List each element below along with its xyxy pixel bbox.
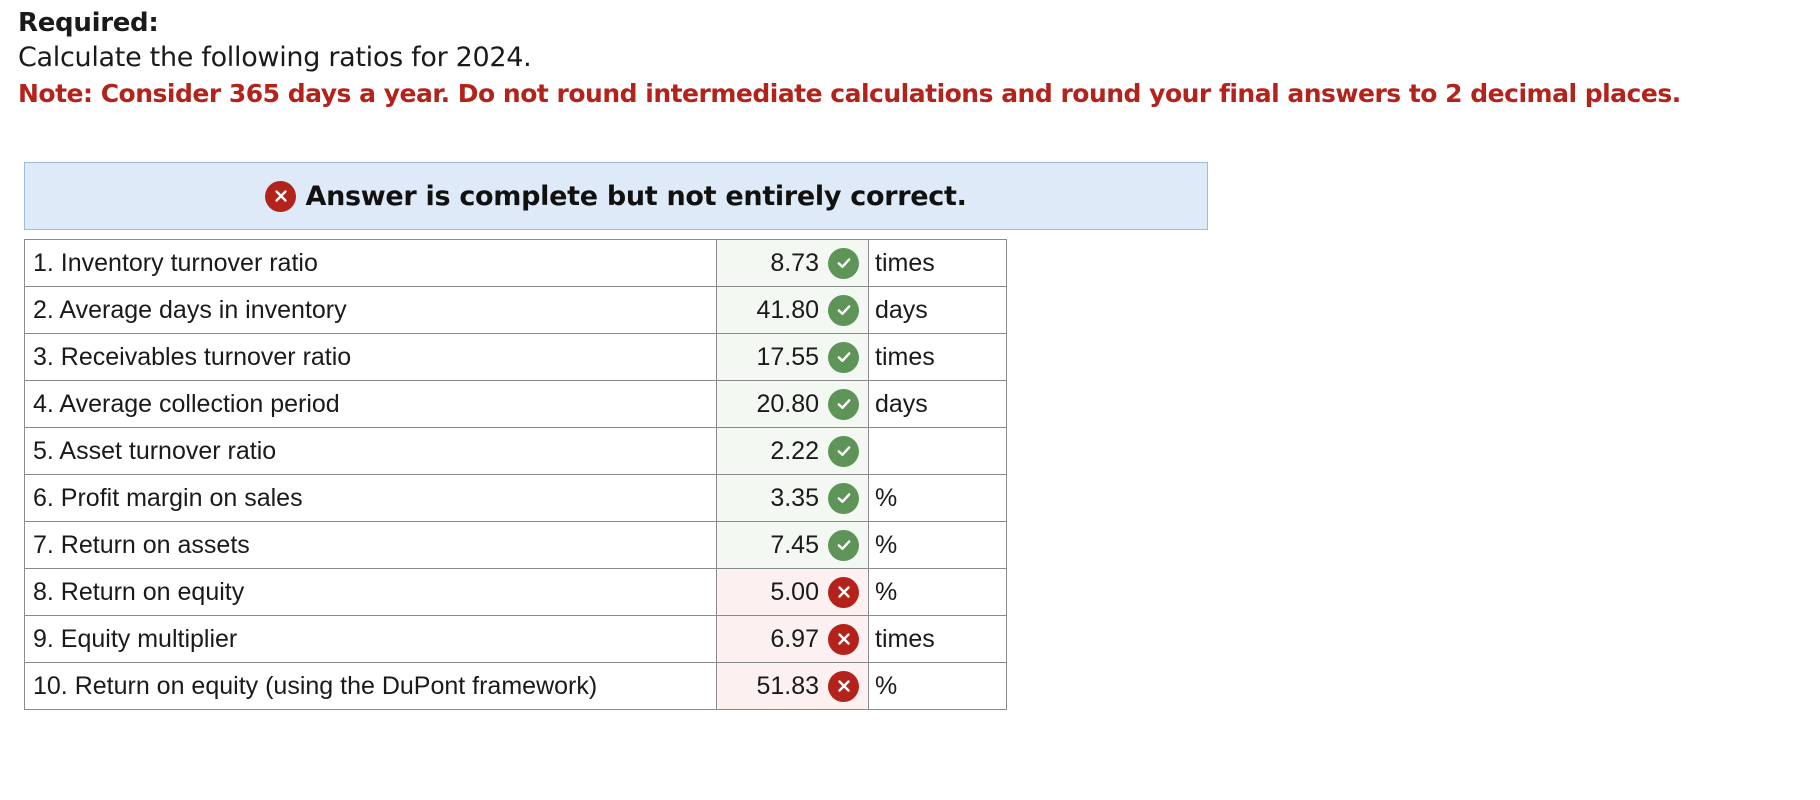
required-heading: Required: [18, 8, 159, 38]
answer-value: 3.35 [770, 483, 819, 512]
x-circle-icon [265, 181, 296, 212]
answer-field[interactable] [717, 522, 869, 569]
answer-value: 20.80 [756, 389, 819, 418]
answer-status-text: Answer is complete but not entirely correct. [305, 180, 967, 212]
unit-label: days [869, 381, 1007, 428]
unit-label: times [869, 240, 1007, 287]
check-circle-icon [828, 342, 859, 373]
answer-field[interactable] [717, 428, 869, 475]
ratio-label: 5. Asset turnover ratio [25, 428, 717, 475]
unit-label: times [869, 616, 1007, 663]
answer-value: 17.55 [756, 342, 819, 371]
answer-field[interactable] [717, 616, 869, 663]
unit-label: % [869, 663, 1007, 710]
instruction-text: Calculate the following ratios for 2024. [18, 42, 532, 73]
unit-label: % [869, 522, 1007, 569]
ratio-answers-table [24, 239, 1007, 710]
table-row [25, 616, 1007, 663]
ratio-label: 1. Inventory turnover ratio [25, 240, 717, 287]
unit-label: % [869, 569, 1007, 616]
ratio-label: 6. Profit margin on sales [25, 475, 717, 522]
answer-value: 6.97 [770, 624, 819, 653]
ratio-label: 7. Return on assets [25, 522, 717, 569]
check-circle-icon [828, 295, 859, 326]
check-circle-icon [828, 530, 859, 561]
answer-value: 2.22 [770, 436, 819, 465]
table-row [25, 522, 1007, 569]
table-row [25, 381, 1007, 428]
unit-label [869, 428, 1007, 475]
ratio-label: 10. Return on equity (using the DuPont framework) [25, 663, 717, 710]
instructions-header [18, 6, 1808, 112]
unit-label: % [869, 475, 1007, 522]
ratio-label: 4. Average collection period [25, 381, 717, 428]
check-circle-icon [828, 389, 859, 420]
x-circle-icon [828, 671, 859, 702]
x-circle-icon [828, 577, 859, 608]
unit-label: days [869, 287, 1007, 334]
answer-field[interactable] [717, 334, 869, 381]
table-row [25, 475, 1007, 522]
table-row [25, 240, 1007, 287]
answer-value: 41.80 [756, 295, 819, 324]
check-circle-icon [828, 436, 859, 467]
x-circle-icon [828, 624, 859, 655]
answer-value: 5.00 [770, 577, 819, 606]
unit-label: times [869, 334, 1007, 381]
ratio-label: 2. Average days in inventory [25, 287, 717, 334]
answer-field[interactable] [717, 475, 869, 522]
ratio-label: 8. Return on equity [25, 569, 717, 616]
rounding-note: Note: Consider 365 days a year. Do not round intermediate calculations and round your final answers to 2 decimal places. [18, 79, 1681, 108]
answer-field[interactable] [717, 381, 869, 428]
answer-value: 51.83 [756, 671, 819, 700]
answer-field[interactable] [717, 287, 869, 334]
answer-field[interactable] [717, 663, 869, 710]
answer-field[interactable] [717, 240, 869, 287]
table-row [25, 334, 1007, 381]
answer-value: 7.45 [770, 530, 819, 559]
table-row [25, 663, 1007, 710]
ratio-label: 3. Receivables turnover ratio [25, 334, 717, 381]
answer-value: 8.73 [770, 248, 819, 277]
table-row [25, 428, 1007, 475]
table-row [25, 569, 1007, 616]
check-circle-icon [828, 483, 859, 514]
table-row [25, 287, 1007, 334]
answer-field[interactable] [717, 569, 869, 616]
ratio-label: 9. Equity multiplier [25, 616, 717, 663]
answer-status-banner [24, 162, 1208, 230]
check-circle-icon [828, 248, 859, 279]
